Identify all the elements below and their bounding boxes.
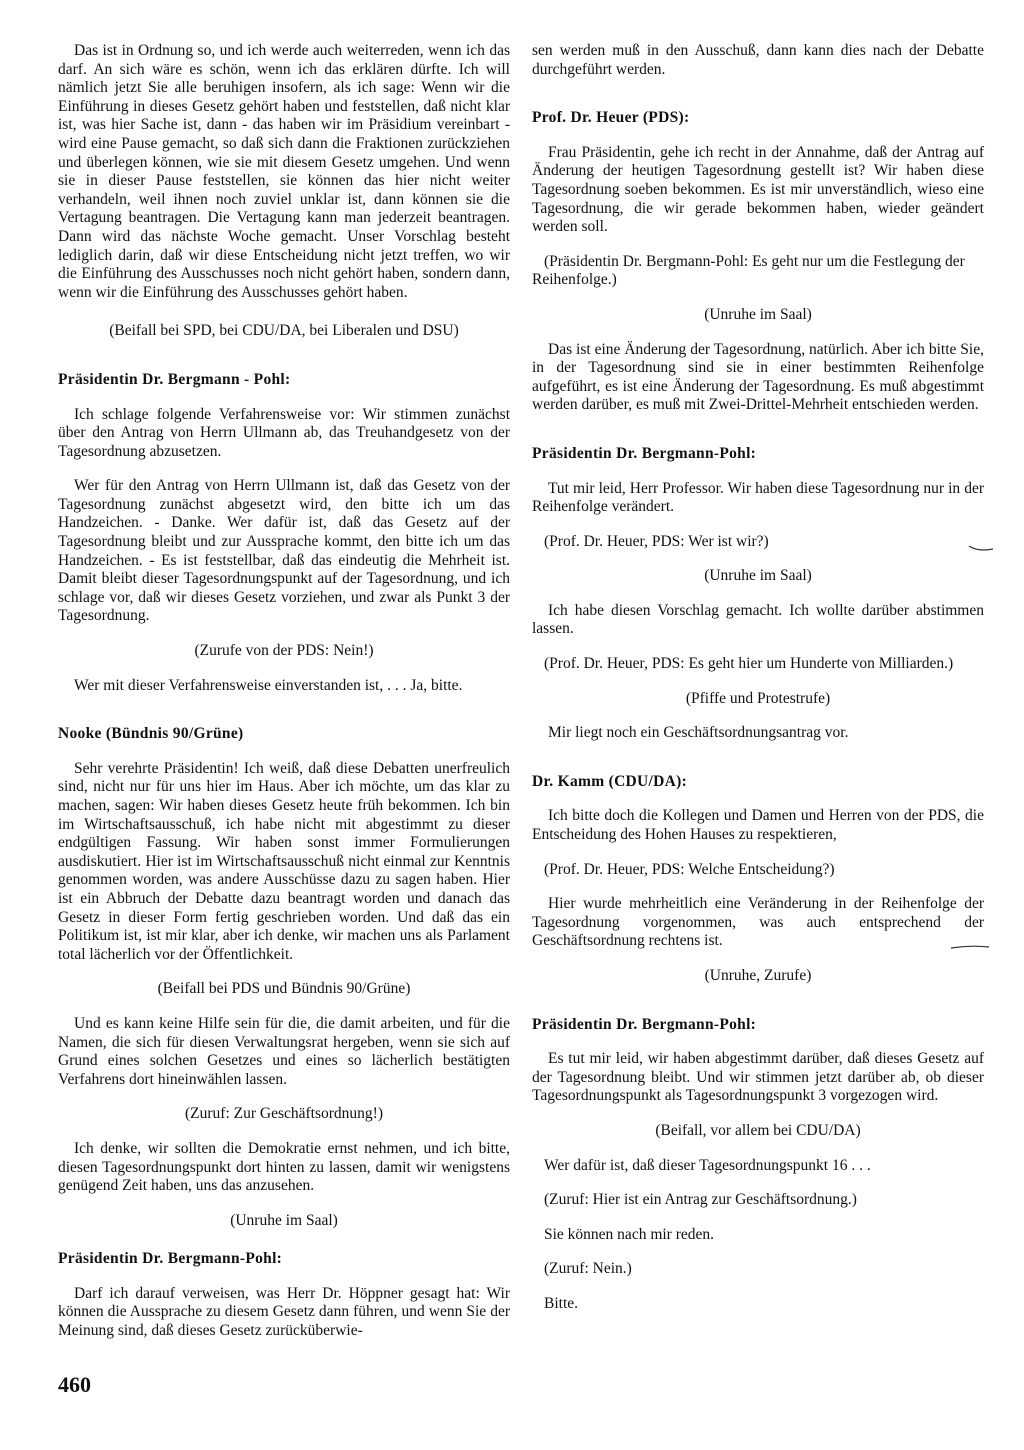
page-number: 460 [58,1372,91,1397]
paragraph: Wer dafür ist, daß dieser Tagesordnungspunkt 16 . . . [544,1156,871,1174]
paragraph: Tut mir leid, Herr Professor. Wir haben diese Tagesordnung nur in der Reihenfolge verändert. [532,479,984,516]
interjection-note: (Zuruf: Nein.) [544,1260,632,1278]
paragraph: Mir liegt noch ein Geschäftsordnungsantrag vor. [548,724,849,742]
interjection-note: (Prof. Dr. Heuer, PDS: Es geht hier um Hunderte von Milliarden.) [544,655,954,673]
reaction-note: (Pfiffe und Protestrufe) [685,689,831,707]
paragraph: Wer mit dieser Verfahrensweise einverstanden ist, . . . Ja, bitte. [74,676,463,694]
paragraph: Ich denke, wir sollten die Demokratie ernst nehmen, und ich bitte, diesen Tagesordnungspunkt dort hinten zu lassen, damit wir wenigstens genügend Zeit haben, uns das anzusehen. [58,1139,510,1195]
reaction-note: (Unruhe im Saal) [704,567,812,585]
paragraph: sen werden muß in den Ausschuß, dann kann dies nach der Debatte durchgeführt werden. [532,42,984,78]
reaction-note: (Beifall bei PDS und Bündnis 90/Grüne) [157,980,411,998]
speaker-heading: Prof. Dr. Heuer (PDS): [532,109,690,127]
paragraph: Ich habe diesen Vorschlag gemacht. Ich wollte darüber abstimmen lassen. [532,601,984,638]
left-column [58,42,510,1341]
paragraph: Darf ich darauf verweisen, was Herr Dr. Höppner gesagt hat: Wir können die Aussprache zu diesem Gesetz dann führen, und wenn Sie der Meinung sind, daß dieses Gesetz zurücküberwie- [58,1284,510,1340]
paragraph: Das ist in Ordnung so, und ich werde auch weiterreden, wenn ich das darf. An sich wäre es schön, wenn ich das erklären dürfte. Ich will nämlich jetzt Sie alle beruhigen insofern, als ich sage: Wenn wir die Einführung in dieses Gesetz gehört haben und feststellen, daß nicht klar ist, was hier Sache ist, dann - das haben wir im Präsidium vereinbart - wird eine Pause gemacht, so daß sich dann die Fraktionen zurückziehen und überlegen können, wie sie mit diesem Gesetz umgehen. Und wenn sie in dieser Pause feststellen, sie können das hier nicht weiter verhandeln, weil ihnen noch zuviel unklar ist, dann können sie die Vertagung beantragen. Die Vertagung kann man jederzeit beantragen. Dann wird das nächste Woche gemacht. Unser Vorschlag besteht lediglich darin, daß wir diese Entscheidung nicht jetzt treffen, wo wir die Einführung des Ausschusses noch nicht gehört haben, sondern dann, wenn wir die Einführung des Ausschusses gehört haben. [58,42,510,301]
paragraph: Das ist eine Änderung der Tagesordnung, natürlich. Aber ich bitte Sie, in der Tagesordnung sind sie in einer bestimmten Reihenfolge aufgeführt, es ist eine Änderung der Tagesordnung. Es muß abgestimmt werden darüber, es muß mit Zwei-Drittel-Mehrheit entschieden werden. [532,340,984,414]
paragraph: Ich bitte doch die Kollegen und Damen und Herren von der PDS, die Entscheidung des Hohen Hauses zu respektieren, [532,807,984,844]
reaction-note: (Unruhe, Zurufe) [704,967,812,984]
interjection-note: (Prof. Dr. Heuer, PDS: Wer ist wir?) [544,532,769,550]
reaction-note: (Unruhe im Saal) [704,305,812,323]
paragraph: Wer für den Antrag von Herrn Ullmann ist, daß das Gesetz von der Tagesordnung zunächst abgesetzt wird, den bitte ich um das Handzeichen. - Danke. Wer dafür ist, daß das Gesetz auf der Tagesordnung bleibt und zur Aussprache kommt, den bitte ich um das Handzeichen. - Es ist feststellbar, daß das eindeutig die Mehrheit ist. Damit bleibt dieser Tagesordnungspunkt auf der Tagesordnung, und ich schlage vor, daß wir dieses Gesetz vorziehen, und zwar als Punkt 3 der Tagesordnung. [58,477,510,625]
speaker-heading: Präsidentin Dr. Bergmann-Pohl: [532,1015,757,1033]
pen-mark-icon [968,543,994,553]
speaker-heading: Dr. Kamm (CDU/DA): [532,772,688,790]
paragraph: Sie können nach mir reden. [544,1225,715,1243]
speaker-heading: Präsidentin Dr. Bergmann-Pohl: [532,444,757,462]
interjection-note: (Prof. Dr. Heuer, PDS: Welche Entscheidung?) [544,860,835,878]
paragraph: Und es kann keine Hilfe sein für die, die damit arbeiten, und für die Namen, die sich für diesen Verwaltungsrat hergeben, wenn sie sich auf Grund eines solchen Gesetzes und eines so lächerlich bestätigten Verfahrens dort hineinwählen lassen. [58,1014,510,1088]
speaker-heading: Präsidentin Dr. Bergmann-Pohl: [58,1250,283,1268]
paragraph: Es tut mir leid, wir haben abgestimmt darüber, daß dieses Gesetz auf der Tagesordnung bleibt. Und wir stimmen jetzt darüber ab, ob dieser Tagesordnungspunkt als Tagesordnungspunkt 3 vorgezogen wird. [532,1050,984,1105]
speaker-heading: Präsidentin Dr. Bergmann - Pohl: [58,370,291,388]
reaction-note: (Zuruf: Zur Geschäftsordnung!) [185,1105,383,1123]
interjection-note: (Präsidentin Dr. Bergmann-Pohl: Es geht nur um die Festlegung der Reihenfolge.) [532,252,965,289]
paragraph: Bitte. [544,1294,579,1312]
reaction-note: (Beifall, vor allem bei CDU/DA) [655,1121,861,1139]
paragraph: Frau Präsidentin, gehe ich recht in der Annahme, daß der Antrag auf Änderung der heutigen Tagesordnung gestellt ist? Wir haben diese Tagesordnung soeben bekommen. Es ist mir unverständlich, wieso eine Tagesordnung, die wir gerade bekommen haben, wieder geändert werden soll. [532,143,984,236]
right-column [532,42,984,1314]
reaction-note: (Zurufe von der PDS: Nein!) [194,642,374,660]
paragraph: Sehr verehrte Präsidentin! Ich weiß, daß diese Debatten unerfreulich sind, nicht nur für uns hier im Haus. Aber ich möchte, um das klar zu machen, sagen: Wir haben dieses Gesetz heute früh bekommen. Ich bin im Wirtschaftsausschuß, ich habe nicht mit abgestimmt zu dieser endgültigen Fassung. Wir haben sonst immer Formulierungen ausdiskutiert. Hier ist im Wirtschaftsausschuß nicht einmal zur Kenntnis genommen worden, was andere Ausschüsse dazu zu sagen haben. Hier ist ein Abbruch der Debatte dazu beantragt worden und danach das Gesetz in dieser Form fertig geschrieben worden. Und daß das ein Politikum ist, ist mir klar, aber ich denke, wir machen uns als Parlament total lächerlich vor der Öffentlichkeit. [58,759,510,963]
interjection-note: (Zuruf: Hier ist ein Antrag zur Geschäftsordnung.) [544,1191,857,1209]
pen-mark-icon [950,943,990,951]
reaction-note: (Unruhe im Saal) [230,1211,338,1229]
paragraph: Hier wurde mehrheitlich eine Veränderung in der Reihenfolge der Tagesordnung vorgenommen, was auch entsprechend der Geschäftsordnung rechtens ist. [532,895,984,950]
paragraph: Ich schlage folgende Verfahrensweise vor: Wir stimmen zunächst über den Antrag von Herrn Ullmann ab, das Treuhandgesetz von der Tagesordnung abzusetzen. [58,405,510,460]
reaction-note: (Beifall bei SPD, bei CDU/DA, bei Liberalen und DSU) [109,322,459,340]
speaker-heading: Nooke (Bündnis 90/Grüne) [58,725,244,743]
